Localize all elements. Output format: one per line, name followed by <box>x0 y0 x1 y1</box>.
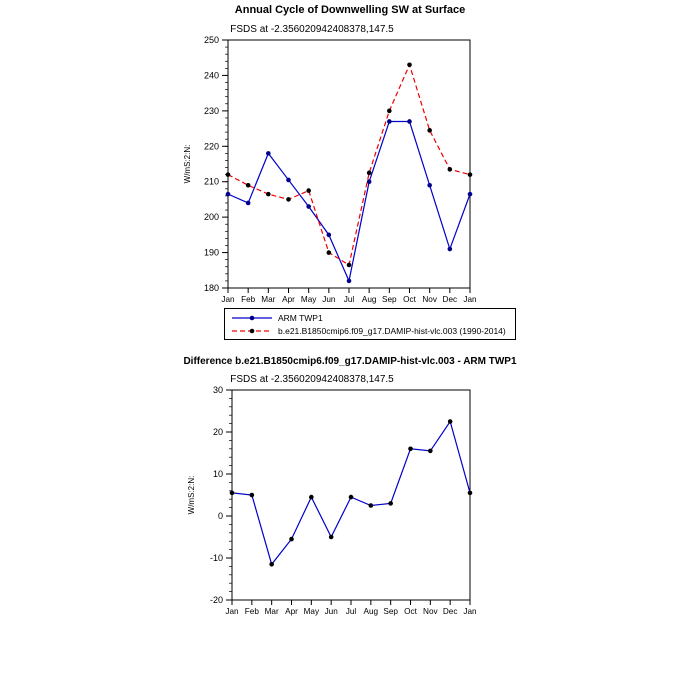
x-tick-label: Sep <box>383 607 398 616</box>
data-point <box>428 449 433 454</box>
x-tick-label: Jun <box>322 295 336 304</box>
y-tick-label: 210 <box>203 176 219 187</box>
x-tick-label: Dec <box>442 607 458 616</box>
data-point <box>387 119 392 124</box>
data-point <box>448 167 453 172</box>
data-point <box>407 119 412 124</box>
x-tick-label: Jan <box>221 295 235 304</box>
y-tick-label: 20 <box>212 427 223 437</box>
x-tick-label: Jul <box>345 607 357 616</box>
x-tick-label: Mar <box>261 295 276 304</box>
x-tick-label: Apr <box>285 607 298 616</box>
legend-sample-marker <box>250 315 255 320</box>
y-tick-label: 250 <box>203 35 219 45</box>
y-tick-label: -20 <box>209 595 223 605</box>
data-point <box>329 535 334 540</box>
data-point <box>306 188 311 193</box>
series-line-0 <box>228 121 470 280</box>
difference-chart-subtitle: FSDS at -2.356020942408378,147.5 <box>230 374 394 385</box>
data-point <box>347 279 352 284</box>
data-point <box>327 233 332 238</box>
legend-label: ARM TWP1 <box>278 312 323 323</box>
data-point <box>367 171 372 176</box>
y-axis-label: W/mS:2:N: <box>183 144 192 184</box>
data-point <box>250 493 255 498</box>
difference-plot <box>187 385 477 616</box>
x-tick-label: Jan <box>463 295 477 304</box>
y-tick-label: 30 <box>212 385 223 395</box>
data-point <box>468 192 473 197</box>
data-point <box>246 201 251 206</box>
y-axis-label: W/mS:2:N: <box>187 475 196 515</box>
data-point <box>388 501 393 506</box>
y-tick-label: 180 <box>203 283 219 293</box>
data-point <box>407 63 412 68</box>
x-tick-label: Dec <box>442 295 458 304</box>
legend-line-sample <box>230 326 274 336</box>
y-tick-label: 10 <box>212 469 223 479</box>
data-point <box>349 495 354 500</box>
data-point <box>289 537 294 542</box>
data-point <box>427 183 432 188</box>
x-tick-label: Feb <box>241 295 256 304</box>
data-point <box>468 172 473 177</box>
x-tick-label: May <box>303 607 320 616</box>
legend-line-sample <box>230 313 274 323</box>
data-point <box>367 179 372 184</box>
data-point <box>448 247 453 252</box>
data-point <box>269 562 274 567</box>
legend-label: b.e21.B1850cmip6.f09_g17.DAMIP-hist-vlc.003 (1990-2014) <box>278 325 506 336</box>
x-tick-label: Sep <box>382 295 397 304</box>
x-tick-label: Oct <box>404 607 417 616</box>
data-point <box>408 447 413 452</box>
data-point <box>286 197 291 202</box>
x-tick-label: Aug <box>361 295 377 304</box>
series-line-1 <box>228 65 470 265</box>
y-tick-label: 220 <box>203 141 219 152</box>
x-tick-label: Mar <box>264 607 279 616</box>
legend-item <box>230 311 510 324</box>
y-tick-label: -10 <box>209 553 223 563</box>
x-tick-label: Jan <box>225 607 239 616</box>
data-point <box>369 503 374 508</box>
legend-item <box>230 324 510 337</box>
data-point <box>266 192 271 197</box>
annual-cycle-plot <box>183 35 477 304</box>
data-point <box>448 419 453 424</box>
data-point <box>309 495 314 500</box>
legend-sample-marker <box>250 328 255 333</box>
data-point <box>306 204 311 209</box>
y-tick-label: 0 <box>217 511 223 521</box>
y-tick-label: 240 <box>203 70 219 81</box>
data-point <box>347 263 352 268</box>
difference-chart-title: Difference b.e21.B1850cmip6.f09_g17.DAMIP-hist-vlc.003 - ARM TWP1 <box>183 356 517 367</box>
data-point <box>327 250 332 255</box>
x-tick-label: Apr <box>282 295 295 304</box>
data-point <box>226 172 231 177</box>
data-point <box>266 151 271 156</box>
y-tick-label: 190 <box>203 247 219 258</box>
data-point <box>286 178 291 183</box>
chart-legend <box>224 308 516 340</box>
x-tick-label: May <box>300 295 317 304</box>
data-point <box>226 192 231 197</box>
x-tick-label: Feb <box>244 607 259 616</box>
x-tick-label: Aug <box>363 607 379 616</box>
data-point <box>387 109 392 114</box>
data-point <box>468 491 473 496</box>
x-tick-label: Oct <box>403 295 416 304</box>
x-tick-label: Nov <box>423 607 438 616</box>
x-tick-label: Jan <box>463 607 477 616</box>
series-line-0 <box>232 422 470 565</box>
y-tick-label: 230 <box>203 105 219 116</box>
data-point <box>230 491 235 496</box>
x-tick-label: Jul <box>343 295 355 304</box>
x-tick-label: Nov <box>422 295 437 304</box>
annual-cycle-chart-title: Annual Cycle of Downwelling SW at Surface <box>234 4 466 16</box>
data-point <box>246 183 251 188</box>
data-point <box>427 128 432 133</box>
x-tick-label: Jun <box>324 607 338 616</box>
annual-cycle-chart-subtitle: FSDS at -2.356020942408378,147.5 <box>230 24 394 35</box>
y-tick-label: 200 <box>203 212 219 223</box>
